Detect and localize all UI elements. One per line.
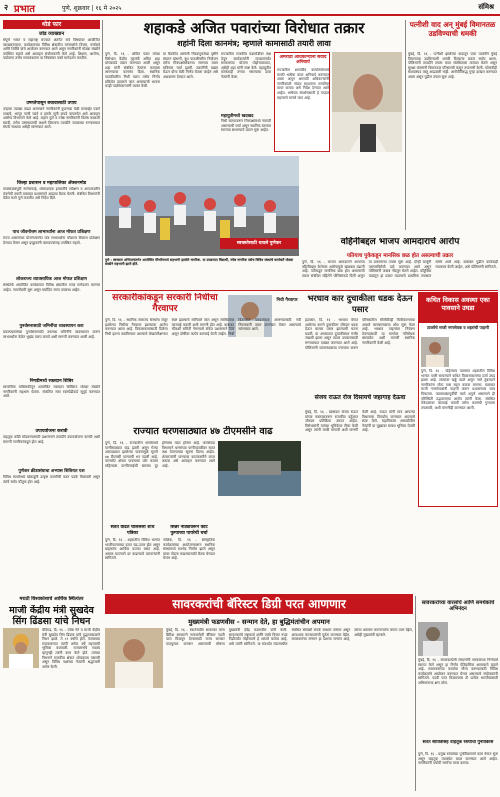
masthead-info: पुणे, शुक्रवार | १६ मे २०२५: [62, 5, 122, 12]
goa-headline: सिन्नर नाट्यावरून कोट फुग्याच्या पायरेची चर्चा: [170, 525, 208, 536]
column-text: वाहतूक कोंडी सोडवण्यासाठी प्रशासनाने तातडीने उपाययोजना करावी अशी मागणी नागरिकांकडून होत आहे.: [3, 435, 100, 444]
inset-box: [274, 52, 330, 152]
dam-photo: [218, 441, 301, 496]
hatt-headline: सतत सावित्रीसह वाहतूक रस्त्याचा पुनर्विकास: [422, 740, 494, 745]
cm-photo: [105, 628, 163, 688]
dhindsa-photo: [3, 628, 39, 668]
masthead: [0, 0, 500, 16]
column-heading: उष्णतेपासून बचावासाठी उपाय: [26, 101, 77, 106]
vahini-headline: वहिनीबद्दल भाजप आमदाराचे आरोप: [340, 237, 460, 247]
marathon-caption-label: [220, 238, 298, 249]
kathit-subhead: ठाकरेंचे माजी नगरसेवक व शहरांची पाहणी: [427, 325, 489, 330]
rajyat-body: पुणे, दि. १६ - राज्यातील धरणांमध्ये पाणीसाठ्यात वाढ झाली असून गेल्या आठवड्यात झालेल्या पावसामुळे सुमारे ४७ टीएमसी पाण्याची भर पडली आहे. पाणलोट क्षेत्रात पावसाचा जोर कायम राहिल्यास पाणीटंचाईची समस्या दूर होण्यास मदत होणार आहे. जलसंपदा विभागाने धरणांच्या पाणीपातळीवर सतत लक्ष ठेवण्याच्या सूचना दिल्या आहेत. शेतकऱ्यांनी पाण्याचा काटकसरीने वापर करावा असे आवाहन करण्यात आले आहे.: [105, 441, 215, 468]
column-divider: [405, 20, 406, 230]
column-subtitle: जोड व्याख्यान: [38, 31, 65, 37]
section-divider: [105, 290, 498, 291]
sarkari-body: पुणे, दि. १६ - स्थानिक स्वराज्य संस्थांना मंजूर झालेल्या निधीचा गैरवापर झाल्याचा आरोप करण्यात आला आहे. विकासकामांसाठी दिलेला निधी इतरत्र वळविण्यात आल्याचे लेखापरीक्षणात स्पष्ट झाल्याचे सांगितले जात असून संबंधितांवर कारवाई करावी अशी मागणी होत आहे. याबाबत चौकशी समिती नेमण्याचे संकेत प्रशासनाने दिले असून दोषींवर कठोर कारवाई केली जाईल. निधी वितरणात पारदर्शकता आणण्यासाठी नवी नियमावली तयार करण्यात येणार असल्याचे सांगण्यात आले.: [105, 318, 301, 336]
cm-portrait-image: [105, 628, 163, 688]
kathit-photo: [421, 337, 449, 367]
sanjay-headline: संजय राऊत रोज दिसायचे जहागाह देऊवा: [314, 394, 406, 401]
column-text: विविध स्पर्धांमध्ये खेळाडूंनी उत्कृष्ट कामगिरी करत पदके मिळवली असून त्यांचे सर्वत्र कौतुक होत आहे.: [3, 475, 100, 484]
main-story-body: राज्यातील राजकीय घडामोडींवर लक्ष ठेवून कार्यकर्त्यांनी मतदारांपर्यंत सरकारच्या योजना पोहोचवाव्यात, असेही शहा यांनी स्पष्ट केले. महायुतीत कोणताही तणाव नसल्याचा दावा नेत्यांनी केला.: [221, 52, 271, 79]
section-name: संमिश्र: [478, 3, 494, 11]
kathit-headline: कथित विकास अवस्था एका पावसाने उघडा: [426, 296, 490, 312]
cm-banner: [105, 594, 413, 614]
column-text: राज्य शासनाच्या योजनेअंतर्गत पात्र लाभार्थ्यांना कौशल्य विकास प्रशिक्षण देण्यात येणार असून इच्छुकांनी कागदपत्रांसह उपस्थित राहावे.: [3, 236, 100, 245]
column-text: उन्हाचा तडाखा वाढत असल्याने नागरिकांनी दुपारच्या वेळी घराबाहेर पडणे टाळावे, भरपूर पाणी प्यावे व हलके सुती कपडे वापरावेत असे आवाहन आरोग्य विभागाने केले आहे. लहान मुले व ज्येष्ठ नागरिकांनी विशेष काळजी घ्यावी, तसेच उष्माघाताची लक्षणे दिसताच तातडीने जवळच्या रुग्णालयात संपर्क साधावा असेही सांगण्यात आले.: [3, 107, 100, 130]
kathit-header: [419, 293, 497, 323]
savarkar-portrait-image: [418, 622, 448, 656]
kathit-body: पुणे, दि. १६ - पहिल्याच पावसात शहरातील विविध भागांत पाणी साचल्याने कथित विकासकामांचा दर्जा उघड झाला आहे. रस्त्यांवर खड्डे पडले असून नाले तुंबल्याने नागरिकांना मोठा त्रास सहन करावा लागला. याबाबत माजी नगरसेवकांनी पाहणी करून प्रशासनाला जाब विचारला. पावसाळ्यापूर्वीची कामे अपूर्ण असल्याने ही परिस्थिती उद्भवल्याचा आरोप त्यांनी केला. संबंधित ठेकेदारांवर कारवाई करावी तसेच कामांची गुणवत्ता तपासावी, अशी मागणीही करण्यात आली.: [421, 369, 495, 410]
kathit-box: [418, 292, 498, 507]
savarkar-photo: [418, 622, 448, 656]
left-column: [3, 20, 100, 590]
sabzi-headline: सतत वाढत चाललेली शोध पत्रिका: [110, 525, 155, 536]
right-top-headline: पत्नीशी वाद अन् मुंबई विमानतळ उडविण्याची धमकी: [409, 20, 496, 38]
hatt-body: पुणे, दि. १६ - प्रमुख रस्त्यांच्या पुनर्विकासाचे काम वेगात सुरू असून वाहतूक व्यवस्थेत बदल करण्यात आले आहेत. नागरिकांनी पर्यायी मार्गांचा वापर करावा.: [418, 752, 498, 766]
bharadhav-headline: भरधाव कार दुचाकीला धडक देऊन पसार: [307, 293, 413, 314]
goa-body: नाशिक, दि. १६ - सांस्कृतिक कार्यक्रमांच्या आयोजनावरून स्थानिक संस्थांमध्ये मतभेद निर्माण झाले असून यावर तोडगा काढण्यासाठी बैठक घेण्यात येणार आहे.: [163, 538, 215, 561]
main-story-body: पुणे, दि. १६ - अजित पवार यांच्या विरोधात केंद्रीय गृहमंत्री अमित शहा यांच्याकडे तक्रार करण्यात आली असून शहा यांनी संबंधित नेत्यांना कामाला लागण्याचा कानमंत्र दिला. स्थानिक पातळीवरील निधी वाटप तसेच निर्णय प्रक्रियेत डावलले जात असल्याची भावना काही पदाधिकाऱ्यांनी व्यक्त केली.: [105, 52, 160, 89]
column-heading: लोकराज्य व्यावसायिक आज मोफत प्रशिक्षण: [16, 277, 87, 282]
cm-body: मुंबई, दि. १६ - स्वातंत्र्यवीर सावरकर यांना ब्रिटिश सरकारने नाकारलेली बॅरिस्टर पदवी परत मिळवून देण्यासाठी राज्य सरकार पाठपुरावा करणार असल्याची घोषणा मुख्यमंत्री देवेंद्र फडणवीस यांनी केली. सावरकरांचे राष्ट्रकार्य आणि त्यांचे विचार नव्या पिढीपर्यंत पोहोचवणे हे आपले कर्तव्य आहे, असे त्यांनी सांगितले. या संदर्भात लंडनमधील संबंधित संस्थेशी संपर्क साधला जाणार असून आवश्यक कागदपत्रांची पूर्तता करण्यात येईल. सावरकरांचा सन्मान हा देशाचा सन्मान आहे, त्यांचा अवमान करणाऱ्यांना जनता उत्तर देईल, असेही मुख्यमंत्री म्हणाले.: [166, 628, 413, 646]
column-heading: पुनर्वसनासाठी जमिनींचा व्यवस्थापन करा: [19, 324, 84, 329]
column-text: प्रकल्पग्रस्तांच्या पुनर्वसनासाठी उपलब्ध जमिनींचे व्यवस्थापन करून लाभार्थ्यांना वेळेत भूखंड वाटप करावे अशी मागणी करण्यात आली आहे.: [3, 330, 100, 339]
column-text: संपूर्ण भारत व महाराष्ट्र राज्यात अंतर्गत सर्व विषयांवर आयोजित व्याख्यानमाला, कार्यक्रमाच्या विविध क्षेत्रातील मान्यवरांचे विचार, चर्चासत्रे आणि शिबिरे यांचे आयोजन करण्यात आले असून नागरिकांनी मोठ्या संख्येने उपस्थित राहावे असे आवाहन संयोजकांनी केले आहे. शिक्षण, आरोग्य, पर्यावरण तसेच समाजकारण या विषयांवर वक्ते मार्गदर्शन करतील.: [3, 38, 100, 61]
politician-portrait-image: [421, 337, 449, 367]
inset-title: अमराठी अधिकाऱ्यांनी संवाद अनिवार्य: [279, 55, 327, 66]
page-number: २: [4, 3, 9, 12]
column-heading: जिल्हा प्रशासन व महापालिका ॲक्शनमोड: [16, 181, 87, 186]
leader-photo: [332, 52, 402, 152]
dhindsa-body: चंदिगढ, दि. १६ - ज्येष्ठ नेते व माजी केंद्रीय मंत्री सुखदेव सिंग ढिंडसा यांचे वृद्धापकाळाने निधन झाले. ते ८९ वर्षांचे होते. पंजाबच्या राजकारणात त्यांनी अनेक वर्षे महत्त्वाची भूमिका बजावली. राज्यसभेचे सदस्य म्हणूनही त्यांनी काम केले होते. त्यांच्या निधनाने राजकीय क्षेत्रात शोककळा पसरली असून विविध पक्षांच्या नेत्यांनी श्रद्धांजली अर्पण केली.: [42, 628, 100, 669]
column-text: संस्थेतर्फे आयोजित कार्यक्रमात विविध क्षेत्रातील तज्ज्ञ मार्गदर्शन करणार आहेत. नावनोंदणी सुरू असून मर्यादित जागा उपलब्ध आहेत.: [3, 283, 100, 292]
column-heading: पुणेकर क्रीडासंघाचा अभ्यास शिबिरात यश: [18, 469, 85, 474]
main-story-body: निधी वाटपावरून मित्रपक्षांमध्ये नाराजी असल्याची चर्चा असून स्थानिक स्तरावर समन्वय साधण्याचे प्रयत्न सुरू आहेत.: [221, 119, 271, 133]
dam-image: [218, 441, 301, 496]
main-subheading: महायुतीमध्ये खदखद: [221, 114, 254, 119]
rajyat-headline: राज्यात धरणसाठ्यात ४७ टीएमसीने वाढ: [133, 426, 273, 437]
cm-headline: सावरकरांची बॅरिस्टर डिग्री परत आणणार: [172, 597, 346, 611]
column-text: सामाजिक बांधिलकीतून आयोजित रक्तदान शिबिरात मोठ्या संख्येने नागरिकांनी सहभाग घेतला. संकलित रक्त रक्तपेढीकडे सुपूर्द करण्यात आले.: [3, 385, 100, 399]
column-divider: [102, 20, 103, 590]
column-bar-title: थोडं फार: [3, 20, 100, 29]
main-story-body: या बैठकीत आगामी निवडणुकांच्या दृष्टीने संघटन बांधणी, बूथ पातळीवरील नियोजन तसेच मित्रपक्षांसोबतचा समन्वय यावर सविस्तर चर्चा झाली. तक्रारींची दखल घेऊन योग्य वेळी निर्णय घेतला जाईल असे आश्वासन देण्यात आले.: [163, 52, 218, 79]
sarkari-headline: सरकारीकांकडून सरकारी निधीचा गैरवापर: [112, 293, 218, 314]
savarkar-right-body: मुंबई, दि. १६ - सावरकरप्रेमी संघटनांनी सरकारच्या निर्णयाचे स्वागत केले असून हा निर्णय ऐतिहासिक असल्याचे म्हटले आहे. सावरकरांच्या कार्याचा गौरव करण्यासाठी विविध कार्यक्रमांचे आयोजन करण्यात येणार असल्याचे संयोजकांनी सांगितले. पदवी परत मिळाल्यास तो प्रत्येक भारतीयासाठी अभिमानाचा क्षण ठरेल.: [418, 658, 498, 685]
vahini-subhead: पतियाच पुकेकडून मानसिक छळ होत असल्याची तक्रार: [346, 253, 454, 259]
savarkar-right-headline: सावरकरांच्या वारसांचे आणि समर्थकांचे अभिनंदन: [421, 600, 495, 613]
column-heading: निगडीमध्ये रक्तदान शिबिर: [29, 379, 74, 384]
column-heading: पाच जीवनोत्तम लाभार्थ्यांना आज मोफत प्रशिक्षण: [12, 230, 91, 235]
column-divider: [415, 596, 416, 791]
marathi-news-headline: मराठी विश्वकोशाचे आर्थिक स्थित्यंतर: [19, 597, 84, 602]
right-top-body: मुंबई, दि. १६ - पत्नीशी झालेल्या वादातून एका व्यक्तीने मुंबई विमानतळ उडविण्याची धमकी दिल्याचा प्रकार समोर आला. पोलिसांनी तातडीने तपास करत संबंधिताला ताब्यात घेतले असून सुरक्षा यंत्रणांनी विमानतळ परिसराची कसून तपासणी केली. कोणतीही संशयास्पद वस्तू आढळली नाही. आरोपीविरुद्ध गुन्हा दाखल करण्यात आला असून पुढील तपास सुरू आहे.: [408, 52, 497, 79]
bharadhav-body: हडपसर, दि. १६ - भरधाव वेगात आलेल्या कारने दुचाकीला जोरदार धडक देऊन चालक पसार झाल्याची घटना घडली. या अपघातात दुचाकीस्वार गंभीर जखमी झाला असून त्याला उपचारासाठी रुग्णालयात दाखल करण्यात आले आहे. पोलिसांनी घटनास्थळाचा पंचनामा करून परिसरातील सीसीटीव्ही चित्रीकरणाच्या आधारे कारचालकाचा शोध सुरू केला आहे. भरधाव वाहनांवर नियंत्रण ठेवण्यासाठी या मार्गावर गतिरोधक बसवावेत अशी मागणी स्थानिक नागरिकांनी केली आहे.: [305, 318, 415, 350]
vahini-body: पुणे, दि. १६ - भाजप आमदाराने आपल्या वहिनीबद्दल केलेल्या आरोपांमुळे खळबळ उडाली आहे. पतीकडून मानसिक छळ होत असल्याची तक्रार संबंधित महिलेने पोलिसांकडे दिली असून या प्रकरणाचा तपास सुरू आहे. दोन्ही बाजूंनी परस्परविरोधी दावे करण्यात आले असून पोलिसांनी जबाब नोंदवून घेतले आहेत. कौटुंबिक वादातून हा प्रकार घडल्याचे प्राथमिक तपासात समोर आले आहे. याबाबत पुढील कार्यवाही लवकरच केली जाईल, असे पोलिसांनी सांगितले.: [302, 260, 498, 278]
marathon-caption-title: स्वच्छतेसाठी धावले पुणेकर: [236, 241, 282, 246]
sanjay-body: मुंबई, दि. १६ - खासदार संजय राऊत यांच्या वक्तव्यावरून राजकीय वर्तुळात जोरदार प्रतिक्रिया उमटत आहेत. विरोधकांनी त्यांच्या भूमिकेवर टीका केली असून त्यांनी माफी मागावी अशी मागणी केली आहे. राऊत यांनी मात्र आपल्या विधानाचा विपर्यास करण्यात आल्याचे स्पष्ट केले. महाविकास आघाडीतील नेत्यांनी या मुद्द्यावर सावध भूमिका घेतली आहे.: [305, 410, 415, 433]
logo: प्रभात: [14, 4, 36, 15]
sabzi-body: पुणे, दि. १६ - शहरातील विविध भागांत भाजीपाल्याच्या दरात चढ-उतार होत असून ग्राहकांना आर्थिक फटका बसत आहे. आवक घटल्याने दर वाढल्याचे व्यापाऱ्यांनी सांगितले.: [105, 538, 160, 561]
main-headline: शहाकडे अजित पवारांच्या विरोधात तक्रार: [143, 19, 365, 37]
leader-portrait-image: [332, 52, 402, 152]
column-text: पावसाळ्यापूर्वी नालेसफाई, धोकादायक इमारतींचे सर्वेक्षण व आपत्कालीन यंत्रणेची तयारी याबाबत प्रशासनाने आढावा बैठक घेतली. संबंधित विभागांनी वेळेत कामे पूर्ण करावीत असे निर्देश दिले.: [3, 187, 100, 201]
dhindsa-headline: माजी केंद्रीय मंत्री सुखदेव सिंग ढिंडसा यांचे निधन: [9, 605, 94, 627]
main-subhead: शहांनी दिला कानमंत्र; म्हणाले कामासाठी तयारी लावा: [177, 39, 331, 48]
dhindsa-portrait-image: [3, 628, 39, 668]
column-heading: उपाययोजना करावी: [35, 429, 68, 434]
cm-subhead: मुख्यमंत्री फडणवीस - सन्मान देते, हा बुद्धिमंतांचीन अपमान: [188, 618, 330, 626]
sarkari-tag: निधी गैरवापर: [276, 298, 298, 303]
marathon-caption: पुणे : स्वच्छता अभियानांतर्गत आयोजित मॅरेथॉनमध्ये सहभागी झालेले नागरिक. या उपक्रमात विद्यार्थी, ज्येष्ठ नागरिक तसेच विविध संस्थांचे कार्यकर्ते मोठ्या संख्येने सहभागी झाले होते.: [105, 258, 294, 267]
inset-body: राज्यातील शासकीय कार्यालयांमध्ये मराठी भाषेचा वापर अनिवार्य करण्यात आला असून अमराठी अधिकाऱ्यांनी नागरिकांशी संवाद साधताना मराठीचा वापर करावा असे निर्देश देण्यात आले आहेत. भाषेच्या संवर्धनासाठी हे पाऊल महत्त्वाचे मानले जात आहे.: [277, 68, 329, 100]
